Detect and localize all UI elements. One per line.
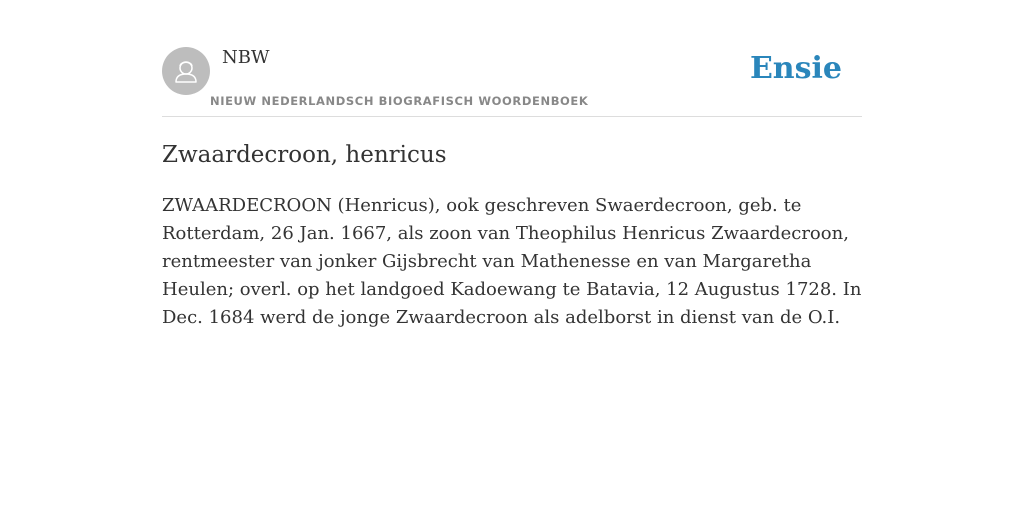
ensie-logo[interactable]: Ensie	[749, 51, 842, 86]
user-avatar-icon[interactable]	[162, 47, 210, 95]
source-subtitle: NIEUW NEDERLANDSCH BIOGRAFISCH WOORDENBOEK	[210, 94, 589, 108]
article-body: ZWAARDECROON (Henricus), ook geschreven Swaerdecroon, geb. te Rotterdam, 26 Jan. 1667, als zoon van Theophilus Henricus Zwaardecroon, rentmeester van jonker Gijsbrecht van Mathenesse en van Margaretha Heulen; overl. op het landgoed Kadoewang te Batavia, 12 Augustus 1728. In Dec. 1684 werd de jonge Zwaardecroon als adelborst in dienst van de O.I.	[162, 195, 862, 328]
page-container	[162, 0, 862, 328]
source-header	[162, 0, 862, 117]
article-title: Zwaardecroon, henricus	[162, 142, 447, 168]
source-name[interactable]: NBW	[222, 47, 270, 68]
person-outline-icon	[162, 47, 210, 95]
